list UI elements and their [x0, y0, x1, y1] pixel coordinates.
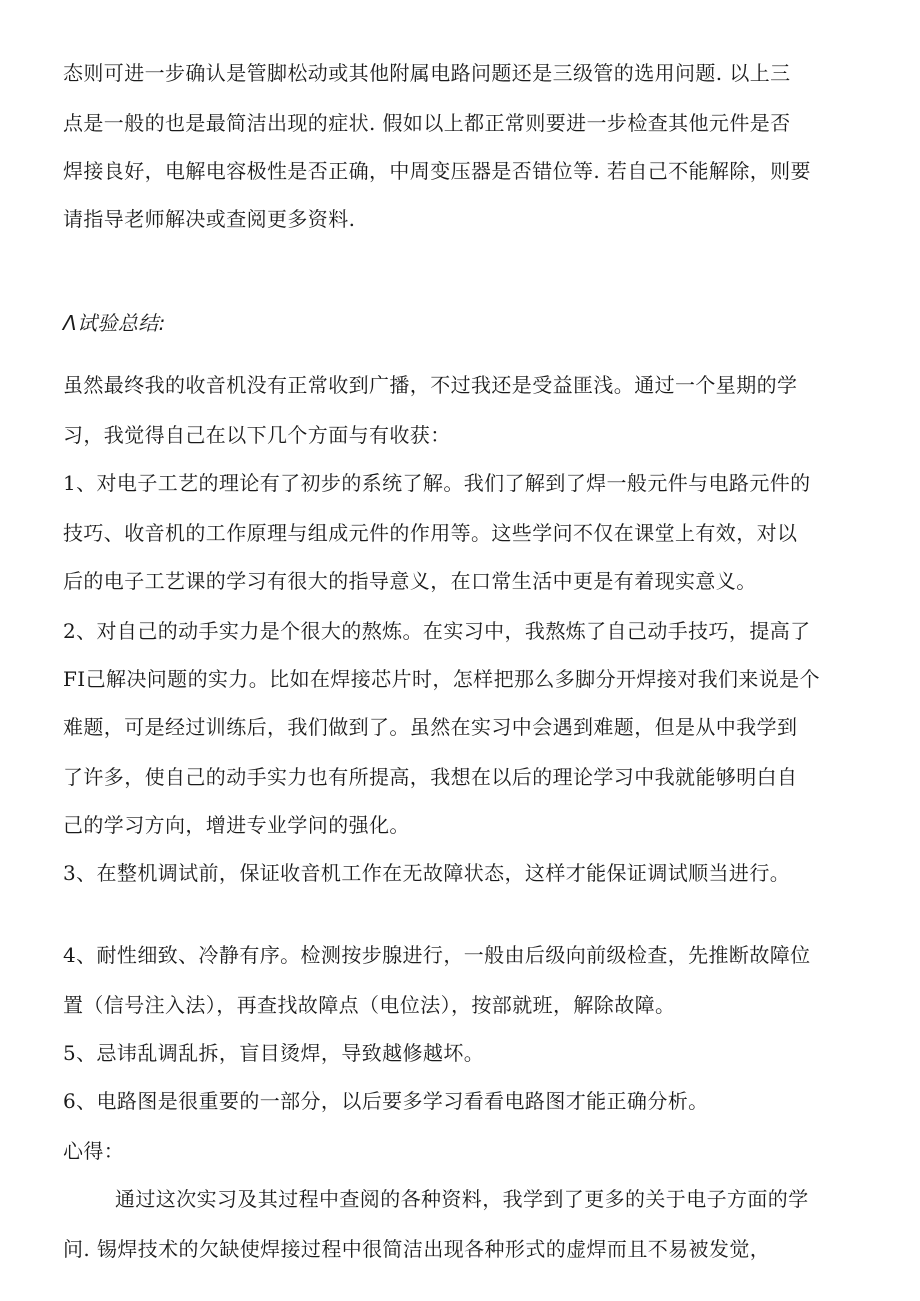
list-item-6: 6、电路图是很重要的一部分，以后要多学习看看电路图才能正确分析。: [63, 1089, 709, 1113]
text-line: 请指导老师解决或查阅更多资料.: [63, 207, 356, 231]
list-item-1: 1、对电子工艺的理论有了初步的系统了解。我们了解到了焊一般元件与电路元件的: [63, 471, 811, 495]
text-line: FI己解决问题的实力。比如在焊接芯片时，怎样把那么多脚分开焊接对我们来说是个: [63, 667, 820, 691]
text-line: 通过这次实习及其过程中查阅的各种资料，我学到了更多的关于电子方面的学: [115, 1187, 809, 1211]
list-item-4: 4、耐性细致、冷静有序。检测按步腺进行，一般由后级向前级检查，先推断故障位: [63, 943, 811, 967]
list-item-3: 3、在整机调试前，保证收音机工作在无故障状态，这样才能保证调试顺当进行。: [63, 861, 791, 885]
text-line: 难题，可是经过训练后，我们做到了。虽然在实习中会遇到难题，但是从中我学到: [63, 715, 798, 739]
text-line: 技巧、收音机的工作原理与组成元件的作用等。这些学问不仅在课堂上有效，对以: [63, 521, 798, 545]
text-line: 了许多，使自己的动手实力也有所提高，我想在以后的理论学习中我就能够明白自: [63, 765, 798, 789]
text-line: 焊接良好，电解电容极性是否正确，中周变压器是否错位等. 若自己不能解除，则要: [63, 159, 811, 183]
xinde-label: 心得：: [63, 1139, 125, 1163]
list-item-2: 2、对自己的动手实力是个很大的熬炼。在实习中，我熬炼了自己动手技巧，提高了: [63, 619, 811, 643]
text-line: 后的电子工艺课的学习有很大的指导意义，在口常生活中更是有着现实意义。: [63, 569, 757, 593]
text-line: 习，我觉得自己在以下几个方面与有收获：: [63, 423, 451, 447]
section-heading: Λ试验总结:: [63, 311, 166, 335]
list-item-5: 5、忌讳乱调乱拆，盲目烫焊，导致越修越坏。: [63, 1041, 485, 1065]
text-line: 置（信号注入法），再查找故障点（电位法），按部就班，解除故障。: [63, 993, 676, 1017]
text-line: 虽然最终我的收音机没有正常收到广播，不过我还是受益匪浅。通过一个星期的学: [63, 373, 798, 397]
text-line: 问. 锡焊技术的欠缺使焊接过程中很简洁出现各种形式的虚焊而且不易被发觉，: [63, 1237, 771, 1261]
text-line: 点是一般的也是最简洁出现的症状. 假如以上都正常则要进一步检查其他元件是否: [63, 111, 791, 135]
text-line: 己的学习方向，增进专业学问的强化。: [63, 813, 410, 837]
text-line: 态则可进一步确认是管脚松动或其他附属电路问题还是三级管的选用问题. 以上三: [63, 61, 791, 85]
